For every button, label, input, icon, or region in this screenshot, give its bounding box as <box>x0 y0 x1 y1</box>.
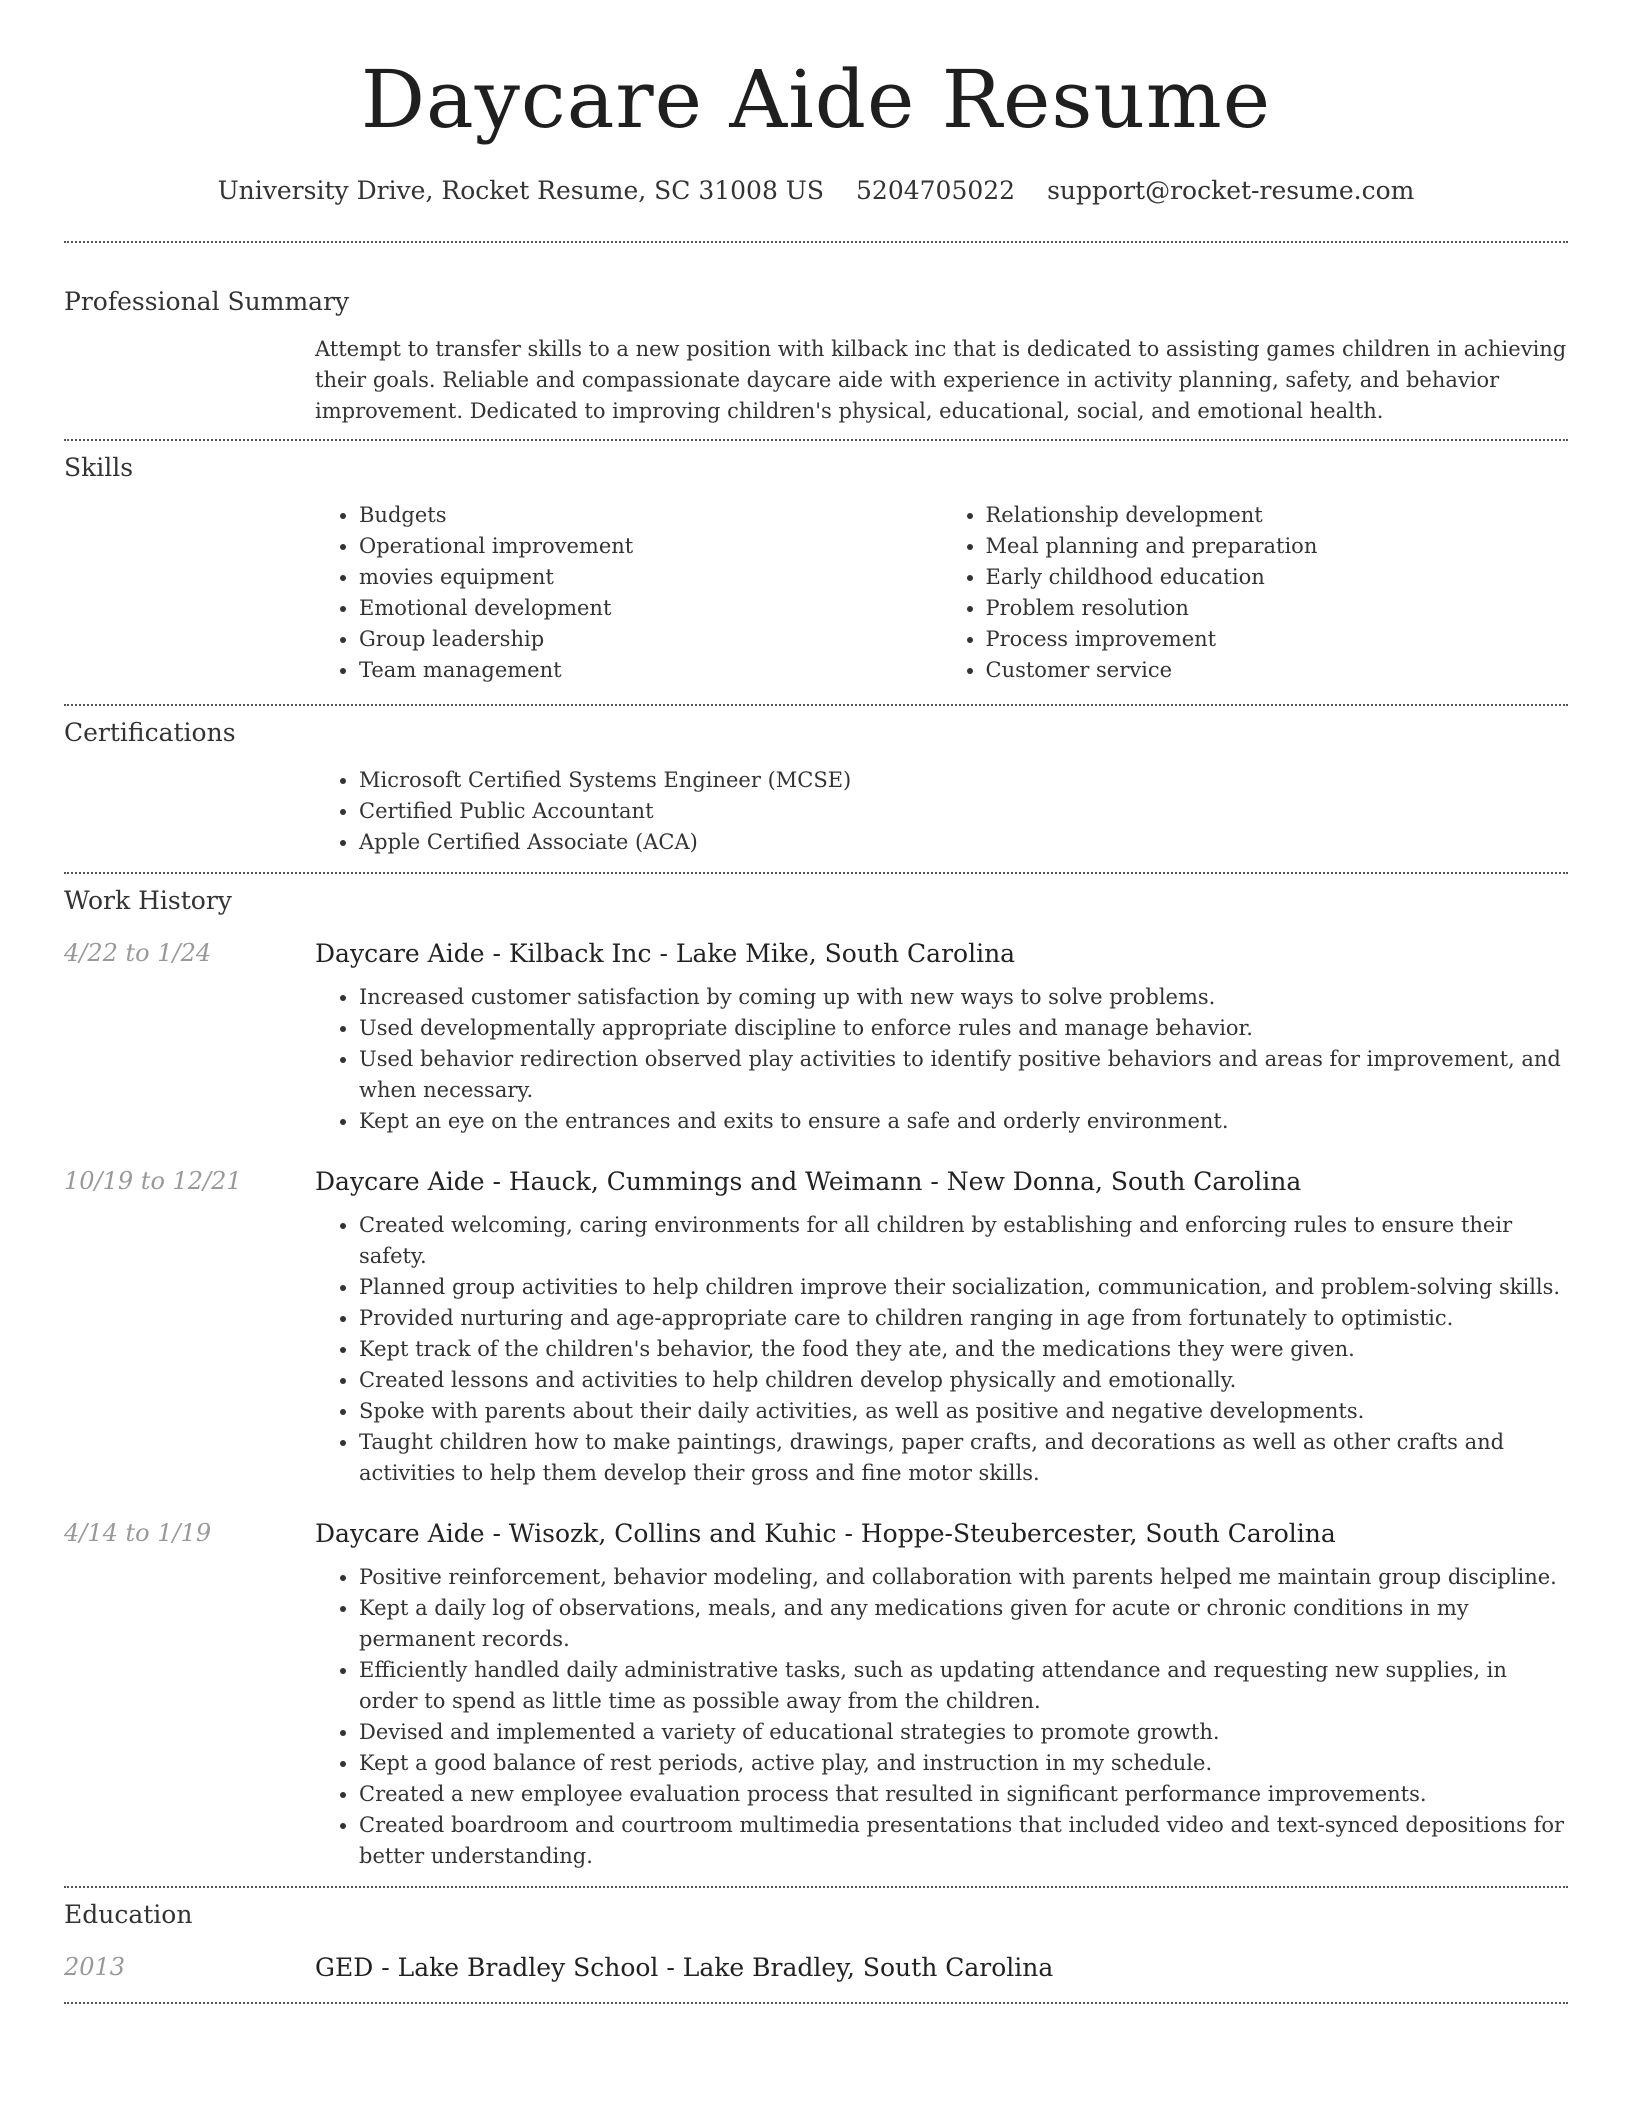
skill-item: • Early childhood education <box>986 562 1569 593</box>
skill-item: • Meal planning and preparation <box>986 531 1569 562</box>
certification-item: • Microsoft Certified Systems Engineer (MCSE) <box>359 765 1568 796</box>
skill-item: • Process improvement <box>986 624 1569 655</box>
job-bullet: • Increased customer satisfaction by coming up with new ways to solve problems. <box>359 982 1568 1013</box>
job-bullet: • Used developmentally appropriate discipline to enforce rules and manage behavior. <box>359 1013 1568 1044</box>
job-dates: 4/22 to 1/24 <box>64 939 212 967</box>
contact-line <box>64 176 1568 205</box>
skill-item: • Customer service <box>986 655 1569 686</box>
skills-section <box>64 441 1568 686</box>
job-bullet: • Spoke with parents about their daily activities, as well as positive and negative developments. <box>359 1396 1568 1427</box>
job-bullet: • Created lessons and activities to help children develop physically and emotionally. <box>359 1365 1568 1396</box>
work-history-section <box>64 874 1568 1872</box>
skill-item: • Problem resolution <box>986 593 1569 624</box>
job-bullet: • Planned group activities to help children improve their socialization, communication, and problem-solving skills. <box>359 1272 1568 1303</box>
resume-page <box>64 0 1568 2004</box>
certifications-heading: Certifications <box>64 718 236 747</box>
contact-phone: 5204705022 <box>856 176 1016 205</box>
job-entry <box>64 1167 1568 1489</box>
job-bullet: • Created welcoming, caring environments for all children by establishing and enforcing rules to ensure their safety. <box>359 1210 1568 1272</box>
job-bullets <box>315 1562 1568 1872</box>
job-bullets <box>315 982 1568 1137</box>
job-title: Daycare Aide - Kilback Inc - Lake Mike, South Carolina <box>315 939 1016 968</box>
certifications-section <box>64 706 1568 858</box>
certification-item: • Apple Certified Associate (ACA) <box>359 827 1568 858</box>
certification-item: • Certified Public Accountant <box>359 796 1568 827</box>
skill-item: • Operational improvement <box>359 531 942 562</box>
job-dates: 4/14 to 1/19 <box>64 1519 212 1547</box>
education-dates: 2013 <box>64 1953 126 1981</box>
job-bullet: • Taught children how to make paintings, drawings, paper crafts, and decorations as well as other crafts and activities to help them develop their gross and fine motor skills. <box>359 1427 1568 1489</box>
job-dates: 10/19 to 12/21 <box>64 1167 242 1195</box>
skills-heading: Skills <box>64 453 134 482</box>
summary-section <box>64 243 1568 427</box>
certifications-list <box>315 765 1568 858</box>
summary-heading: Professional Summary <box>64 287 350 316</box>
skills-right-list <box>942 500 1569 686</box>
skill-item: • Budgets <box>359 500 942 531</box>
job-title: Daycare Aide - Wisozk, Collins and Kuhic - Hoppe-Steubercester, South Carolina <box>315 1519 1336 1548</box>
education-section <box>64 1888 1568 1982</box>
job-bullets <box>315 1210 1568 1489</box>
skill-item: • movies equipment <box>359 562 942 593</box>
job-bullet: • Kept a daily log of observations, meals, and any medications given for acute or chronic conditions in my permanent records. <box>359 1593 1568 1655</box>
education-heading: Education <box>64 1900 193 1929</box>
job-bullet: • Positive reinforcement, behavior modeling, and collaboration with parents helped me maintain group discipline. <box>359 1562 1568 1593</box>
contact-email: support@rocket-resume.com <box>1047 176 1415 205</box>
job-bullet: • Kept a good balance of rest periods, active play, and instruction in my schedule. <box>359 1748 1568 1779</box>
job-entry <box>64 939 1568 1137</box>
job-bullet: • Created boardroom and courtroom multimedia presentations that included video and text-synced depositions for better understanding. <box>359 1810 1568 1872</box>
divider <box>64 2002 1568 2004</box>
skills-left-list <box>315 500 942 686</box>
job-bullet: • Kept an eye on the entrances and exits to ensure a safe and orderly environment. <box>359 1106 1568 1137</box>
education-entry <box>64 1953 1568 1982</box>
skill-item: • Emotional development <box>359 593 942 624</box>
job-title: Daycare Aide - Hauck, Cummings and Weimann - New Donna, South Carolina <box>315 1167 1302 1196</box>
resume-title: Daycare Aide Resume <box>360 53 1272 146</box>
job-bullet: • Provided nurturing and age-appropriate care to children ranging in age from fortunately to optimistic. <box>359 1303 1568 1334</box>
job-bullet: • Efficiently handled daily administrative tasks, such as updating attendance and requesting new supplies, in order to spend as little time as possible away from the children. <box>359 1655 1568 1717</box>
job-bullet: • Used behavior redirection observed play activities to identify positive behaviors and areas for improvement, and when necessary. <box>359 1044 1568 1106</box>
job-entry <box>64 1519 1568 1872</box>
job-bullet: • Devised and implemented a variety of educational strategies to promote growth. <box>359 1717 1568 1748</box>
education-title: GED - Lake Bradley School - Lake Bradley, South Carolina <box>315 1953 1054 1982</box>
skill-item: • Group leadership <box>359 624 942 655</box>
contact-address: University Drive, Rocket Resume, SC 31008 US <box>217 176 825 205</box>
skill-item: • Team management <box>359 655 942 686</box>
job-bullet: • Created a new employee evaluation process that resulted in significant performance improvements. <box>359 1779 1568 1810</box>
job-bullet: • Kept track of the children's behavior, the food they ate, and the medications they were given. <box>359 1334 1568 1365</box>
summary-text: Attempt to transfer skills to a new position with kilback inc that is dedicated to assisting games children in achieving their goals. Reliable and compassionate daycare aide with experience in activity planning, safety, and behavior improvement. Dedicated to improving children's physical, educational, social, and emotional health. <box>315 337 1567 423</box>
skill-item: • Relationship development <box>986 500 1569 531</box>
work-history-heading: Work History <box>64 886 232 915</box>
